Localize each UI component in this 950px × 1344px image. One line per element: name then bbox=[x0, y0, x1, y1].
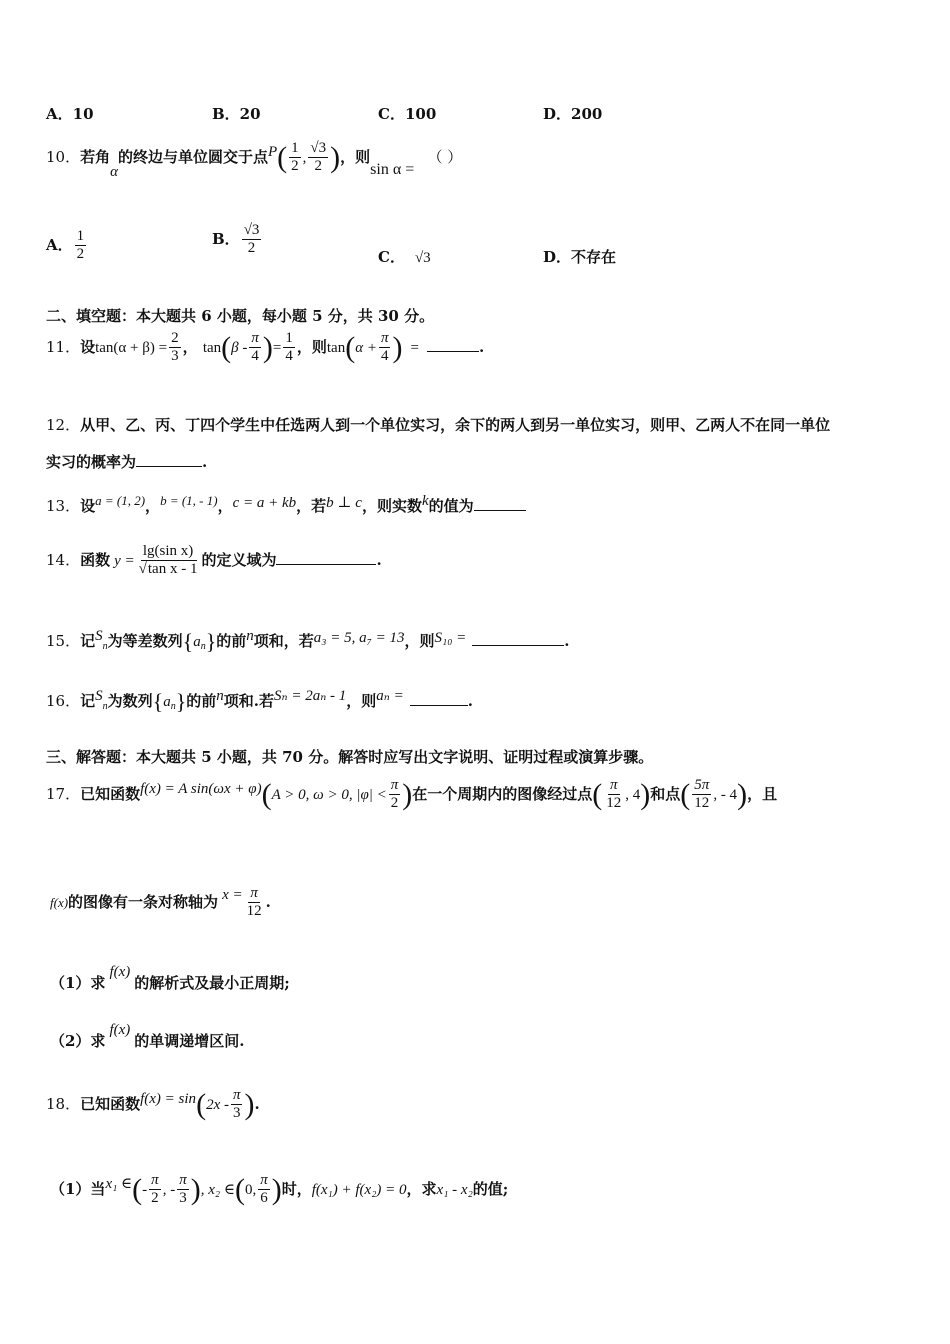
question-12-line-2: 实习的概率为 . bbox=[46, 453, 208, 471]
answer-blank bbox=[276, 552, 376, 565]
answer-blank bbox=[427, 339, 479, 352]
question-17-part-1: （1）求f(x)的解析式及最小正周期; bbox=[50, 964, 290, 992]
q10-option-c: C． √3 bbox=[378, 248, 431, 266]
question-10: 10．若角α的终边与单位圆交于点P( $\frac{1}{2}$ , $\frac{√3}{2}$ )，则sin α = （ ） bbox=[46, 140, 463, 180]
answer-blank bbox=[474, 498, 526, 511]
option-c: C．100 bbox=[378, 105, 437, 123]
option-a: A．10 bbox=[46, 105, 94, 123]
option-b: B．20 bbox=[212, 105, 261, 123]
answer-blank bbox=[136, 454, 202, 467]
question-14: 14．函数 y = $\frac{\text{lg(sin x)}}{\text{√tan x - 1}}$ 的定义域为 . bbox=[46, 543, 382, 578]
question-12-line-1: 12．从甲、乙、丙、丁四个学生中任选两人到一个单位实习，余下的两人到另一单位实习，则甲、乙两人不在同一单位 bbox=[46, 416, 831, 434]
section-2-heading: 二、填空题：本大题共 6 小题，每小题 5 分，共 30 分。 bbox=[46, 307, 435, 325]
question-17-line-2: f(x)的图像有一条对称轴为 x = $\frac{\pi}{12}$ . bbox=[50, 885, 271, 920]
answer-blank bbox=[410, 693, 468, 706]
q10-option-b: B． $\frac{√3}{2}$ bbox=[212, 222, 260, 257]
q10-option-a: A． $\frac{1}{2}$ bbox=[46, 228, 85, 263]
question-18-part-1: （1）当x₁ ∈(- $\frac{\pi}{2}$ , - $\frac{\pi}{3}$ ), x₂ ∈(0, $\frac{\pi}{6}$ )时，f(x₁) + f(x₂) = 0，求x₁ - x₂的值; bbox=[50, 1172, 509, 1207]
question-16: 16．记$S_n$为数列$\{a_n\}$的前n项和.若Sₙ = 2aₙ - 1，则aₙ = . bbox=[46, 688, 473, 714]
question-11: 11．设tan(α + β) = $\frac{2}{3}$ ， tan(β - $\frac{\pi}{4}$ )= $\frac{1}{4}$ ，则tan(α + $\frac{\pi}{4}$ ) = . bbox=[46, 330, 485, 365]
q10-option-d: D．不存在 bbox=[543, 248, 617, 266]
question-18: 18．已知函数f(x) = sin(2x - $\frac{\pi}{3}$ ). bbox=[46, 1087, 260, 1122]
question-17-part-2: （2）求f(x)的单调递增区间. bbox=[50, 1022, 245, 1050]
answer-blank bbox=[472, 633, 564, 646]
option-d: D．200 bbox=[543, 105, 603, 123]
question-17: 17．已知函数f(x) = A sin(ωx + φ)(A > 0, ω > 0, |φ| < $\frac{\pi}{2}$ )在一个周期内的图像经过点( $\frac{\pi}{12}$ , 4)和点( $\frac{5\pi}{12}$ , - 4)，且 bbox=[46, 777, 778, 812]
section-3-heading: 三、解答题：本大题共 5 小题，共 70 分。解答时应写出文字说明、证明过程或演算步骤。 bbox=[46, 748, 654, 766]
question-15: 15．记$S_n$为等差数列$\{a_n\}$的前n项和，若a₃ = 5, a₇ = 13，则S₁₀ = . bbox=[46, 628, 570, 654]
question-13: 13．设a = (1, 2)，b = (1, - 1)，c = a + kb，若b ⊥ c，则实数k的值为 bbox=[46, 495, 526, 516]
